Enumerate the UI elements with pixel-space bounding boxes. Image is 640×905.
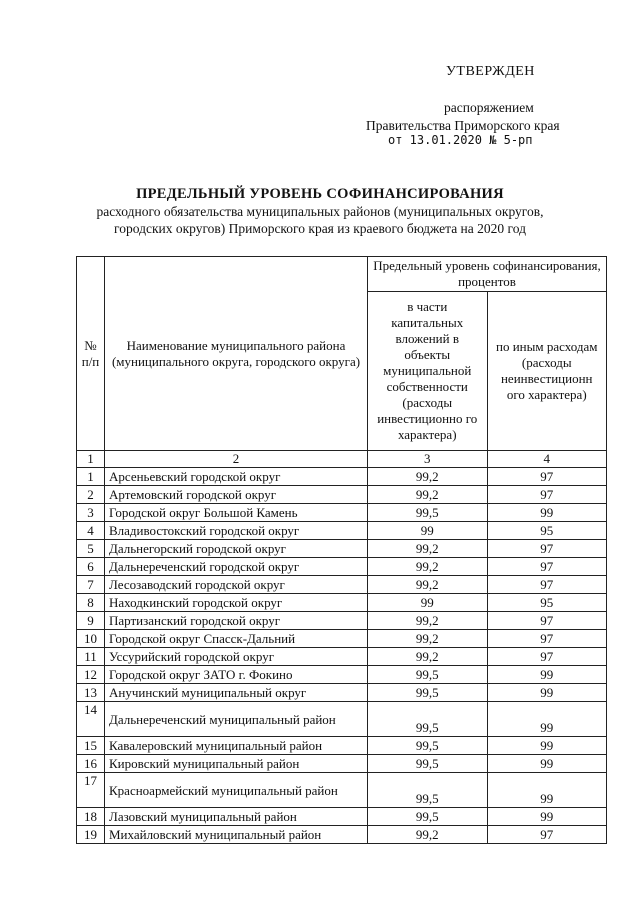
- table-row: [77, 737, 607, 755]
- row-number: 4: [77, 522, 105, 540]
- header-name: Наименование муниципального района (муниципального округа, городского округа): [105, 257, 368, 451]
- row-name: Арсеньевский городской округ: [105, 468, 368, 486]
- row-other-value: 99: [487, 808, 607, 826]
- table-row: [77, 522, 607, 540]
- row-number: 16: [77, 755, 105, 773]
- table-row: [77, 666, 607, 684]
- row-other-value: 97: [487, 576, 607, 594]
- row-other-value: 95: [487, 594, 607, 612]
- row-name: Кировский муниципальный район: [105, 755, 368, 773]
- row-capital-value: 99,2: [368, 540, 488, 558]
- row-number: 14: [77, 702, 105, 737]
- row-other-value: 97: [487, 558, 607, 576]
- approval-line-2: Правительства Приморского края: [366, 118, 560, 133]
- row-other-value: 97: [487, 486, 607, 504]
- row-other-value: 97: [487, 630, 607, 648]
- row-capital-value: 99,2: [368, 612, 488, 630]
- table-row: [77, 468, 607, 486]
- row-name: Находкинский городской округ: [105, 594, 368, 612]
- row-name: Анучинский муниципальный округ: [105, 684, 368, 702]
- row-other-value: 99: [487, 666, 607, 684]
- table-row: [77, 558, 607, 576]
- row-name: Артемовский городской округ: [105, 486, 368, 504]
- table-row: [77, 540, 607, 558]
- row-other-value: 97: [487, 468, 607, 486]
- row-capital-value: 99,5: [368, 737, 488, 755]
- table-row: [77, 486, 607, 504]
- table-row: [77, 648, 607, 666]
- column-index: 4: [487, 451, 607, 468]
- column-index: 2: [105, 451, 368, 468]
- table-row: [77, 630, 607, 648]
- row-other-value: 99: [487, 702, 607, 737]
- row-other-value: 99: [487, 773, 607, 808]
- row-number: 17: [77, 773, 105, 808]
- cofinancing-table: [76, 256, 607, 844]
- row-number: 5: [77, 540, 105, 558]
- table-row: [77, 755, 607, 773]
- header-col4: по иным расходам (расходы неинвестиционн ого характера): [487, 292, 607, 451]
- row-other-value: 99: [487, 504, 607, 522]
- column-index: 3: [368, 451, 488, 468]
- row-capital-value: 99,2: [368, 826, 488, 844]
- approval-line-1: распоряжением: [444, 100, 534, 115]
- row-name: Дальнереченский муниципальный район: [105, 702, 368, 737]
- row-number: 1: [77, 468, 105, 486]
- row-name: Лесозаводский городской округ: [105, 576, 368, 594]
- row-capital-value: 99,5: [368, 808, 488, 826]
- row-name: Михайловский муниципальный район: [105, 826, 368, 844]
- row-number: 9: [77, 612, 105, 630]
- column-index: 1: [77, 451, 105, 468]
- header-group: Предельный уровень софинансирования, процентов: [368, 257, 607, 292]
- header-num: № п/п: [77, 257, 105, 451]
- row-capital-value: 99,2: [368, 558, 488, 576]
- row-capital-value: 99,5: [368, 755, 488, 773]
- document-heading: [0, 186, 640, 237]
- row-number: 11: [77, 648, 105, 666]
- header-col3: в части капитальных вложений в объекты муниципальной собственности (расходы инвестиционно го характера): [368, 292, 488, 451]
- approval-line-3: от 13.01.2020 № 5-рп: [388, 133, 533, 147]
- row-name: Красноармейский муниципальный район: [105, 773, 368, 808]
- row-other-value: 97: [487, 648, 607, 666]
- row-name: Городской округ Большой Камень: [105, 504, 368, 522]
- document-subtitle-line-2: городских округов) Приморского края из краевого бюджета на 2020 год: [114, 221, 526, 236]
- table-body: [77, 451, 607, 844]
- row-other-value: 97: [487, 612, 607, 630]
- approval-title: УТВЕРЖДЕН: [446, 64, 535, 79]
- row-other-value: 97: [487, 540, 607, 558]
- row-number: 8: [77, 594, 105, 612]
- row-capital-value: 99,2: [368, 630, 488, 648]
- row-name: Партизанский городской округ: [105, 612, 368, 630]
- document-subtitle-line-1: расходного обязательства муниципальных районов (муниципальных округов,: [96, 204, 544, 219]
- row-name: Кавалеровский муниципальный район: [105, 737, 368, 755]
- row-number: 15: [77, 737, 105, 755]
- row-capital-value: 99,5: [368, 773, 488, 808]
- row-other-value: 99: [487, 684, 607, 702]
- table-row: [77, 576, 607, 594]
- column-index-row: [77, 451, 607, 468]
- row-name: Владивостокский городской округ: [105, 522, 368, 540]
- row-number: 12: [77, 666, 105, 684]
- row-number: 19: [77, 826, 105, 844]
- table-row: [77, 773, 607, 808]
- row-name: Дальнереченский городской округ: [105, 558, 368, 576]
- row-name: Городской округ Спасск-Дальний: [105, 630, 368, 648]
- row-capital-value: 99,2: [368, 486, 488, 504]
- row-capital-value: 99,5: [368, 504, 488, 522]
- row-capital-value: 99: [368, 522, 488, 540]
- table-row: [77, 684, 607, 702]
- row-other-value: 95: [487, 522, 607, 540]
- row-name: Лазовский муниципальный район: [105, 808, 368, 826]
- row-capital-value: 99: [368, 594, 488, 612]
- row-number: 13: [77, 684, 105, 702]
- row-number: 18: [77, 808, 105, 826]
- table-row: [77, 594, 607, 612]
- row-capital-value: 99,2: [368, 468, 488, 486]
- document-title: ПРЕДЕЛЬНЫЙ УРОВЕНЬ СОФИНАНСИРОВАНИЯ: [136, 186, 504, 202]
- row-other-value: 99: [487, 737, 607, 755]
- row-number: 3: [77, 504, 105, 522]
- row-capital-value: 99,2: [368, 648, 488, 666]
- table-row: [77, 808, 607, 826]
- row-number: 10: [77, 630, 105, 648]
- table-row: [77, 612, 607, 630]
- row-capital-value: 99,5: [368, 684, 488, 702]
- row-number: 2: [77, 486, 105, 504]
- row-capital-value: 99,2: [368, 576, 488, 594]
- row-capital-value: 99,5: [368, 702, 488, 737]
- row-capital-value: 99,5: [368, 666, 488, 684]
- table-row: [77, 504, 607, 522]
- row-number: 7: [77, 576, 105, 594]
- row-number: 6: [77, 558, 105, 576]
- table-row: [77, 826, 607, 844]
- row-other-value: 99: [487, 755, 607, 773]
- row-other-value: 97: [487, 826, 607, 844]
- row-name: Уссурийский городской округ: [105, 648, 368, 666]
- row-name: Городской округ ЗАТО г. Фокино: [105, 666, 368, 684]
- table-row: [77, 702, 607, 737]
- row-name: Дальнегорский городской округ: [105, 540, 368, 558]
